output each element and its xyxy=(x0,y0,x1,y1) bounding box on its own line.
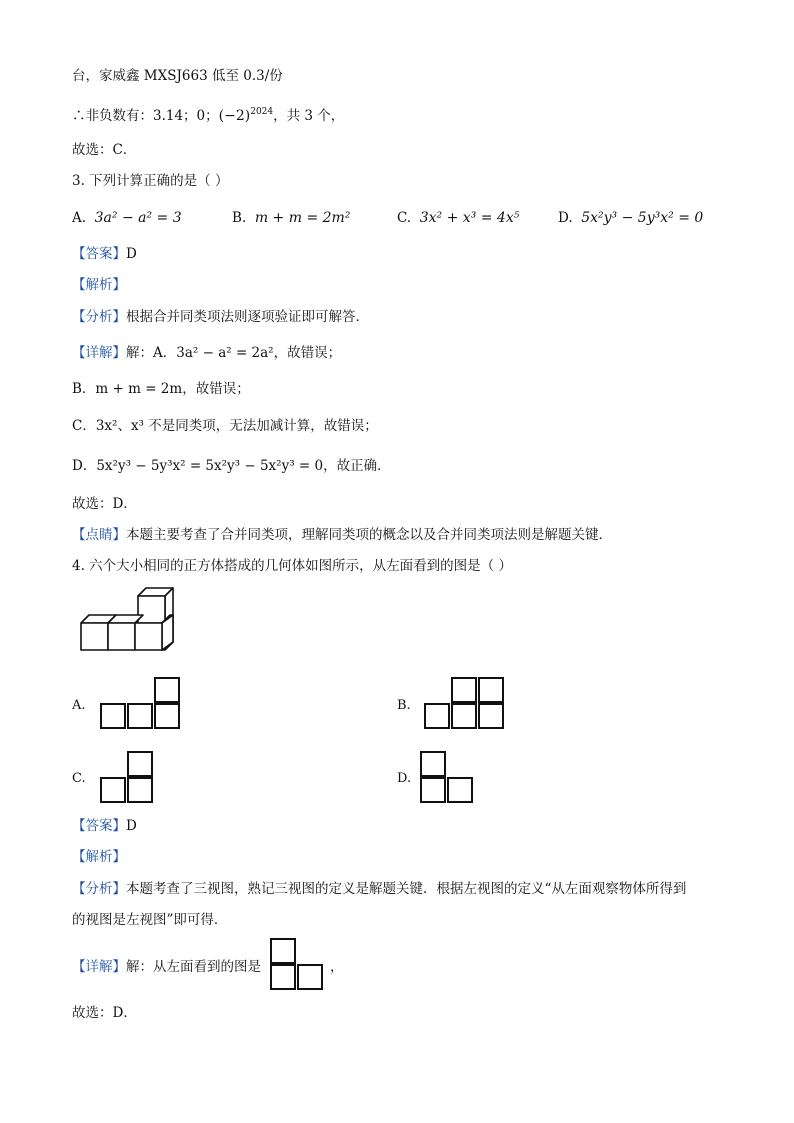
q4-option-c-figure xyxy=(100,751,156,807)
q4-option-a-label: A. xyxy=(72,698,86,713)
q4-option-b-label: B. xyxy=(397,698,411,713)
q4-stem: 4. 六个大小相同的正方体搭成的几何体如图所示，从左面看到的图是（ ） xyxy=(72,558,512,574)
q4-option-d-label: D. xyxy=(397,771,412,786)
q3-stem: 3. 下列计算正确的是（ ） xyxy=(72,173,229,189)
q2-choice: 故选：C． xyxy=(72,142,137,158)
q3-detail-d: D．5x²y³ − 5y³x² = 5x²y³ − 5x²y³ = 0，故正确． xyxy=(72,458,391,474)
q3-detail-a: 【详解】解：A．3a² − a² = 2a²，故错误； xyxy=(72,345,342,361)
header-line: 台，家威鑫 MXSJ663 低至 0.3/份 xyxy=(72,68,283,84)
q4-analysis-1: 【分析】本题考查了三视图，熟记三视图的定义是解题关键．根据左视图的定义“从左面观察物体所得到 xyxy=(72,881,687,897)
q3-option-c: C. 3x² + x³ = 4x⁵ xyxy=(397,210,520,226)
q3-choice: 故选：D． xyxy=(72,496,137,512)
q3-answer: 【答案】D xyxy=(72,246,137,262)
q4-choice: 故选：D． xyxy=(72,1005,137,1021)
q4-analysis-2: 的视图是左视图”即可得． xyxy=(72,912,228,928)
q3-detail-c: C．3x²、x³ 不是同类项，无法加减计算，故错误； xyxy=(72,418,378,434)
q3-detail-b: B．m + m = 2m，故错误； xyxy=(72,381,250,397)
q4-option-d-figure xyxy=(420,751,476,807)
q2-conclusion: ∴非负数有：3.14；0；$(-2)^{2024}$，共 3 个， xyxy=(72,107,345,124)
q3-option-b: B. m + m = 2m² xyxy=(232,210,351,226)
q4-detail-end: ， xyxy=(330,959,344,975)
q4-option-a-figure xyxy=(100,677,182,733)
q4-option-c-label: C. xyxy=(72,771,86,786)
q3-jiexi: 【解析】 xyxy=(72,277,126,293)
q4-detail-figure xyxy=(270,938,326,994)
q4-jiexi: 【解析】 xyxy=(72,849,126,865)
cube-solid-figure xyxy=(76,584,180,660)
q3-option-d: D. 5x²y³ − 5y³x² = 0 xyxy=(558,210,704,226)
q4-answer: 【答案】D xyxy=(72,818,137,834)
q3-option-a: A. 3a² − a² = 3 xyxy=(72,210,182,226)
q4-option-b-figure xyxy=(424,677,506,733)
q4-detail: 【详解】解：从左面看到的图是 xyxy=(72,959,261,975)
q3-analysis: 【分析】根据合并同类项法则逐项验证即可解答． xyxy=(72,309,369,325)
q3-comment: 【点睛】本题主要考查了合并同类项，理解同类项的概念以及合并同类项法则是解题关键． xyxy=(72,527,612,543)
